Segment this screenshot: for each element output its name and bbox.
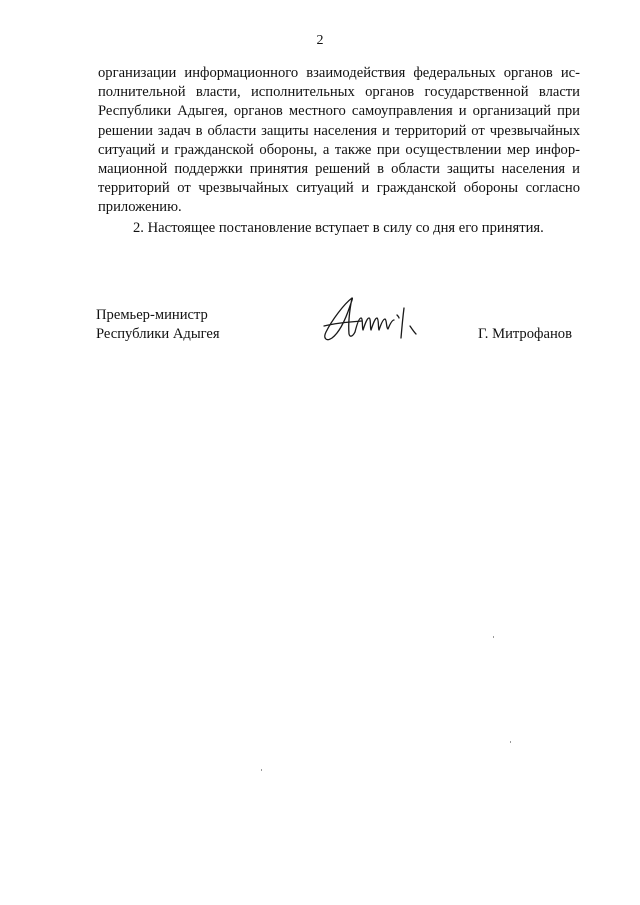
page-number: 2	[316, 33, 324, 48]
signatory-name: Г. Митрофанов	[478, 326, 572, 342]
paragraph-line: приложению.	[98, 199, 182, 216]
paragraph-line: ситуаций и гражданской обороны, а также при осуществлении мер инфор-	[98, 141, 580, 158]
paragraph-line: решении задач в области защиты населения и территорий от чрезвычайных	[98, 122, 580, 139]
paragraph-line: организации информационного взаимодействия федеральных органов ис-	[98, 65, 580, 81]
handwritten-signature	[322, 288, 434, 348]
paragraph-line: полнительной власти, исполнительных органов государственной власти	[98, 84, 580, 101]
signatory-position-line: Республики Адыгея	[96, 326, 220, 342]
paragraph-1	[98, 64, 580, 218]
paragraph-line: Республики Адыгея, органов местного самоуправления и организаций при	[98, 103, 580, 120]
scan-speck	[261, 769, 262, 771]
paragraph-line: мационной поддержки принятия решений в области защиты населения и	[98, 161, 580, 178]
signatory-position	[96, 306, 220, 344]
scan-speck	[510, 741, 511, 743]
scan-speck	[493, 636, 494, 638]
paragraph-line: территорий от чрезвычайных ситуаций и гражданской обороны согласно	[98, 180, 580, 197]
signatory-position-line: Премьер-министр	[96, 307, 208, 323]
paragraph-2: 2. Настоящее постановление вступает в силу со дня его принятия.	[133, 220, 544, 236]
